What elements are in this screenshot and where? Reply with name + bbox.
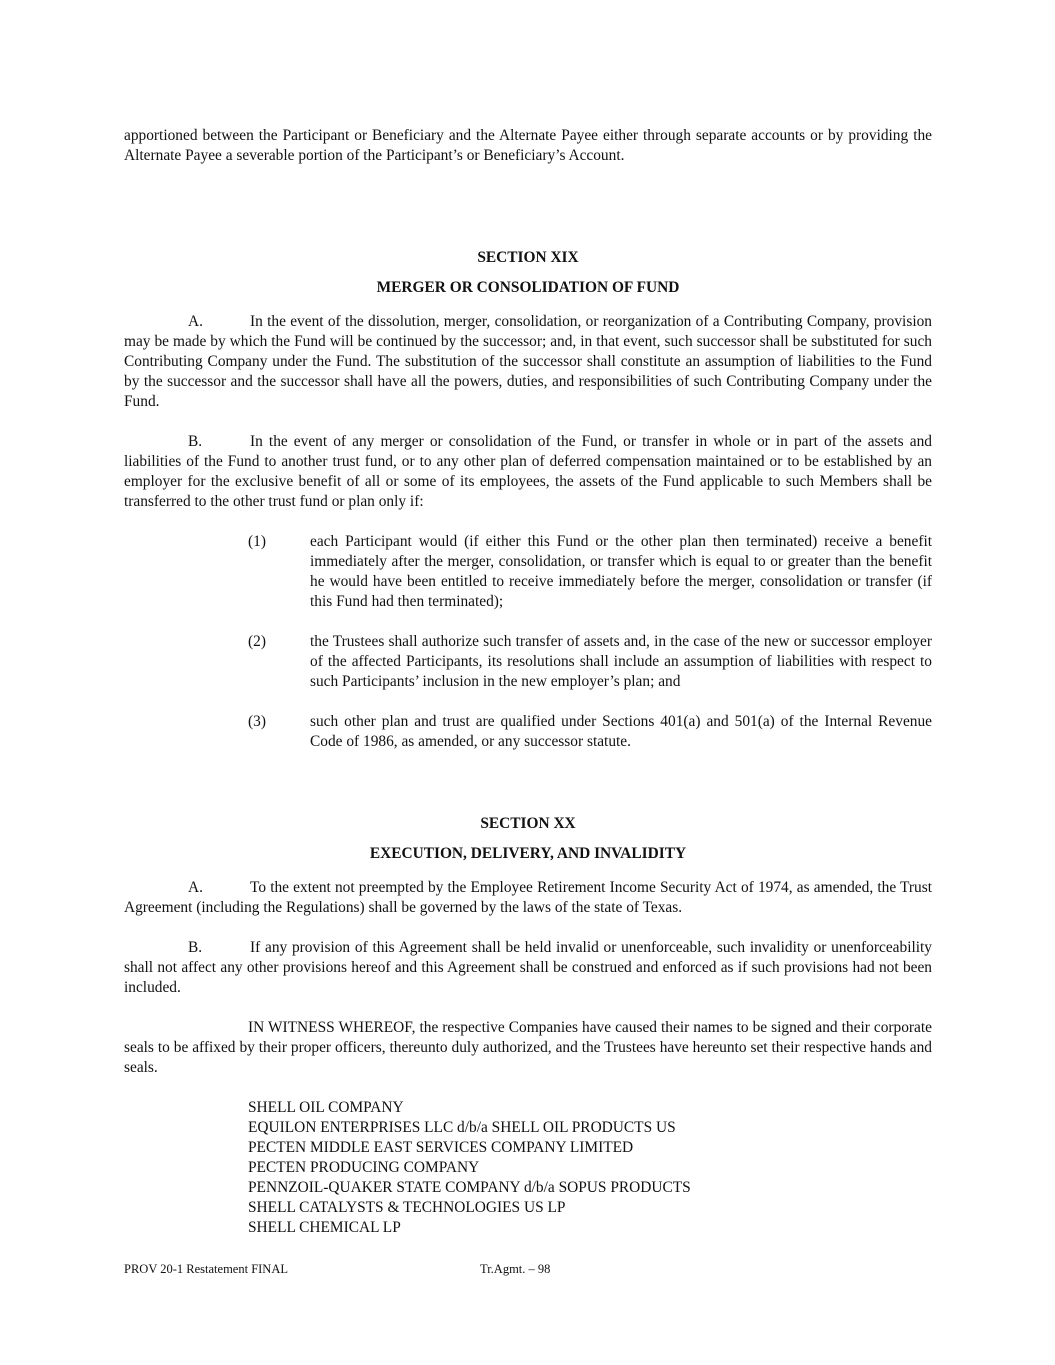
paragraph-text: If any provision of this Agreement shall be held invalid or unenforceable, such invalidity or unenforceability shall not affect any other provisions hereof and this Agreement shall be construed and enforced as if such provisions had not been included. [124,939,932,996]
company-list [248,1098,932,1238]
company-name: PECTEN MIDDLE EAST SERVICES COMPANY LIMITED [248,1139,634,1156]
paragraph-text: To the extent not preempted by the Employee Retirement Income Security Act of 1974, as amended, the Trust Agreement (including the Regulations) shall be governed by the laws of the state of Texas. [124,879,932,916]
section-20-number: SECTION XX [480,815,576,832]
list-item-3 [248,712,932,752]
footer-page-number: Tr.Agmt. – 98 [480,1262,551,1276]
list-item-text: such other plan and trust are qualified under Sections 401(a) and 501(a) of the Internal Revenue Code of 1986, as amended, or any successor statute. [310,713,932,750]
list-item-2 [248,632,932,692]
section-19-paragraph-a [124,312,932,412]
paragraph-label: A. [188,879,203,896]
footer-document-id: PROV 20-1 Restatement FINAL [124,1262,288,1276]
company-name: SHELL OIL COMPANY [248,1099,404,1116]
section-20-paragraph-b [124,938,932,998]
paragraph-text: In the event of the dissolution, merger, consolidation, or reorganization of a Contributing Company, provision may be made by which the Fund will be continued by the successor; and, in that event, such successor shall be substituted for such Contributing Company under the Fund. The substitution of the successor shall constitute an assumption of liabilities to the Fund by the successor and the successor shall have all the powers, duties, and responsibilities of such Contributing Company under the Fund. [124,313,932,410]
paragraph-text: In the event of any merger or consolidation of the Fund, or transfer in whole or in part of the assets and liabilities of the Fund to another trust fund, or to any other plan of deferred compensation maintained or to be established by an employer for the exclusive benefit of all or some of its employees, the assets of the Fund applicable to such Members shall be transferred to the other trust fund or plan only if: [124,433,932,510]
list-item-1 [248,532,932,612]
section-19-number: SECTION XIX [477,249,579,266]
list-item-number: (2) [248,633,266,650]
list-item-text: the Trustees shall authorize such transfer of assets and, in the case of the new or successor employer of the affected Participants, its resolutions shall include an assumption of liabilities with respect to such Participants’ inclusion in the new employer’s plan; and [310,633,932,690]
section-20-title: EXECUTION, DELIVERY, AND INVALIDITY [369,845,687,862]
section-19-title: MERGER OR CONSOLIDATION OF FUND [376,279,680,296]
list-item-number: (1) [248,533,266,550]
section-20-paragraph-a [124,878,932,918]
paragraph-label: A. [188,313,203,330]
list-item-number: (3) [248,713,266,730]
paragraph-label: B. [188,433,203,450]
section-19-paragraph-b [124,432,932,512]
company-name: PENNZOIL-QUAKER STATE COMPANY d/b/a SOPUS PRODUCTS [248,1179,691,1196]
company-name: SHELL CATALYSTS & TECHNOLOGIES US LP [248,1199,566,1216]
company-name: PECTEN PRODUCING COMPANY [248,1159,480,1176]
company-name: EQUILON ENTERPRISES LLC d/b/a SHELL OIL PRODUCTS US [248,1119,676,1136]
list-item-text: each Participant would (if either this Fund or the other plan then terminated) receive a benefit immediately after the merger, consolidation, or transfer which is equal to or greater than the benefit he would have been entitled to receive immediately before the merger, consolidation or transfer (if this Fund had then terminated); [310,533,932,610]
witness-paragraph: IN WITNESS WHEREOF, the respective Companies have caused their names to be signed and their corporate seals to be affixed by their proper officers, thereunto duly authorized, and the Trustees have hereunto set their respective hands and seals. [124,1019,932,1076]
intro-paragraph: apportioned between the Participant or Beneficiary and the Alternate Payee either through separate accounts or by providing the Alternate Payee a severable portion of the Participant’s or Beneficiary’s Account. [124,127,932,164]
paragraph-label: B. [188,939,203,956]
document-page [124,126,932,1238]
company-name: SHELL CHEMICAL LP [248,1219,401,1236]
